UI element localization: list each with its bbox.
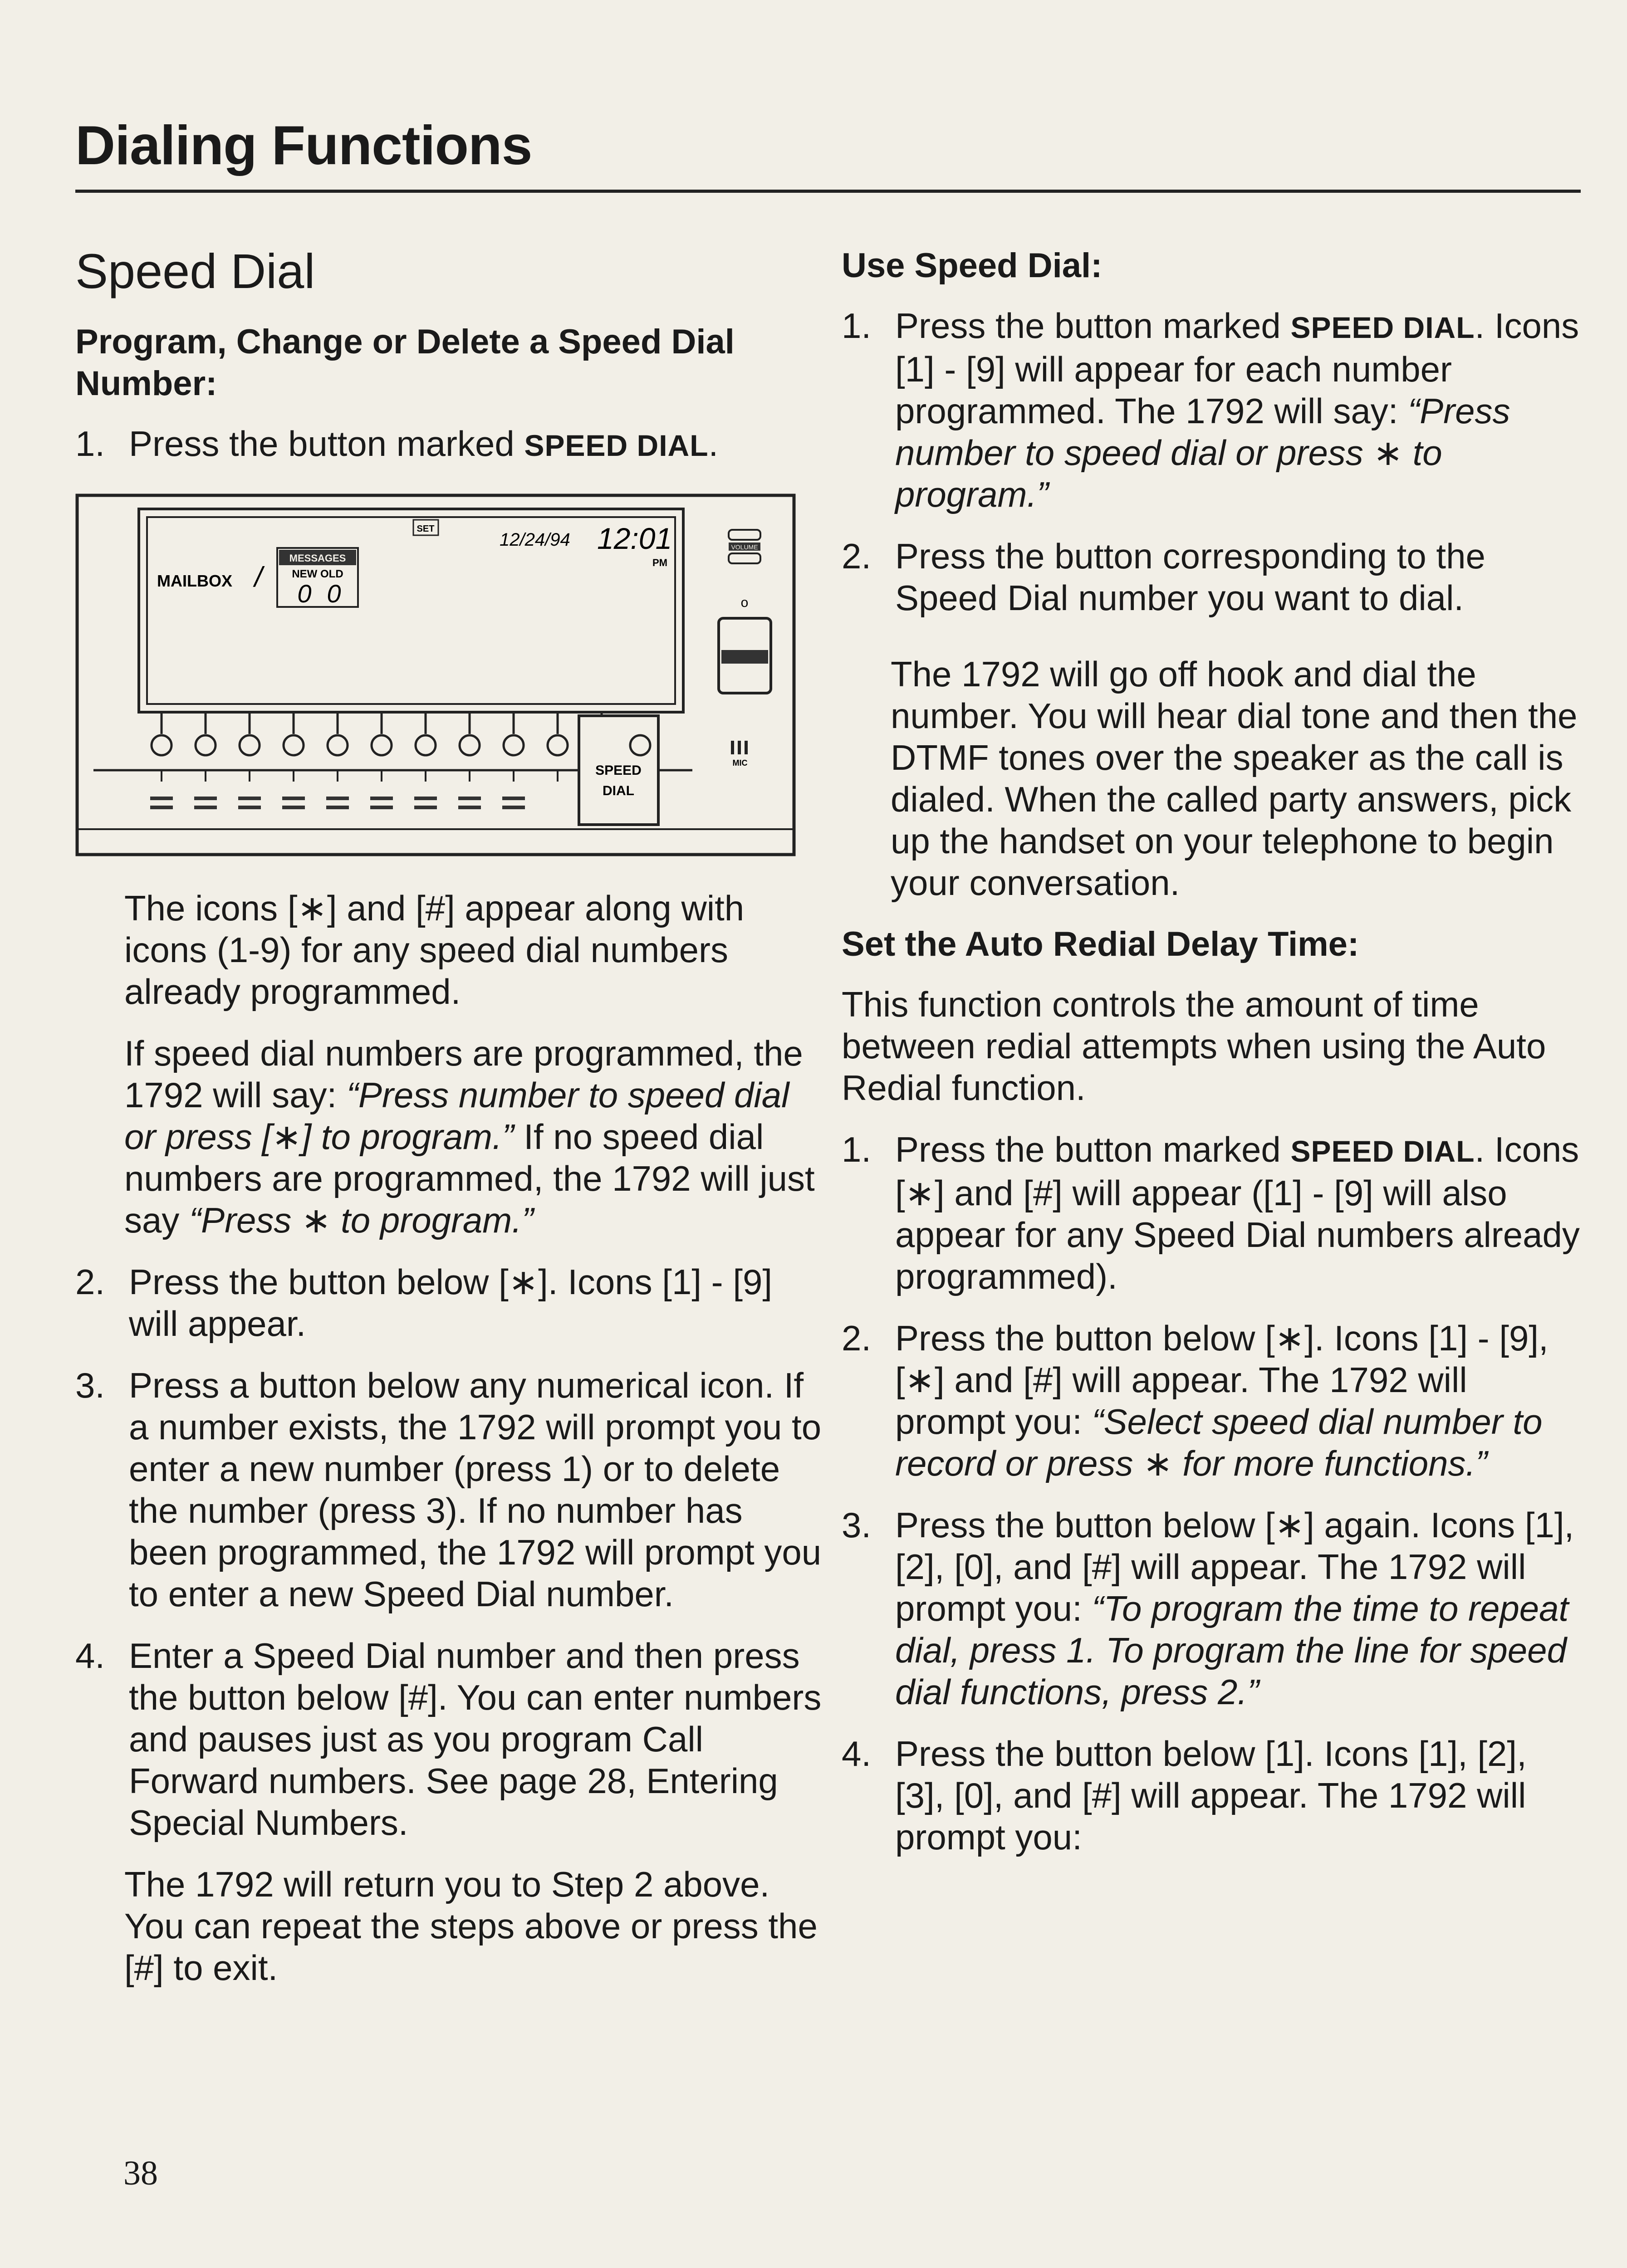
page-title: Dialing Functions	[75, 114, 532, 176]
step-text-end: . Icons [1] - [9] will appear for each number programmed. The 1792 will say:	[895, 306, 1579, 431]
step-text: Press the button marked	[129, 424, 524, 464]
voice-prompt-quote: “Press number to speed dial or press [∗] to program.”	[124, 1075, 789, 1157]
auto-redial-heading: Set the Auto Redial Delay Time:	[842, 925, 1359, 963]
speed-dial-button-name: SPEED DIAL	[1290, 311, 1475, 344]
auto-redial-paragraph: This function controls the amount of time between redial attempts when using the Auto Redial function.	[842, 984, 1546, 1108]
programmed-paragraph	[124, 1032, 824, 1241]
display-pm: PM	[652, 557, 667, 568]
display-messages: MESSAGES	[289, 552, 346, 564]
display-mailbox: MAILBOX	[157, 572, 232, 590]
step-number: 1.	[842, 306, 872, 346]
step-text: Press the button marked	[895, 1129, 1291, 1169]
return-paragraph: The 1792 will return you to Step 2 above. You can repeat the steps above or press the [#] to exit.	[124, 1864, 818, 1988]
step-number: 4.	[75, 1636, 105, 1676]
auto-step-1	[842, 1129, 1581, 1297]
voice-prompt-quote-2: “Press ∗ to program.”	[189, 1200, 534, 1240]
icons-paragraph: The icons [∗] and [#] appear along with icons (1-9) for any speed dial numbers already programmed.	[124, 888, 745, 1012]
key-labels	[150, 797, 525, 809]
step-text: Press the button below [∗]. Icons [1] - [9] will appear.	[129, 1262, 773, 1344]
display-digit-new: 0	[297, 579, 312, 608]
speed-dial-key-label-1: SPEED	[595, 763, 642, 778]
use-step-2	[842, 535, 1581, 619]
mic-label: MIC	[732, 758, 748, 767]
step-text-end: .	[708, 424, 719, 464]
auto-step-4	[842, 1733, 1581, 1858]
not-programmed-text: If no speed dial numbers are programmed, the 1792 will just say	[124, 1117, 815, 1240]
indicator-light: o	[740, 595, 749, 610]
page-number: 38	[123, 2154, 158, 2192]
volume-down-key	[729, 553, 760, 563]
program-step-1	[75, 423, 824, 466]
display-set: SET	[417, 524, 435, 534]
step-text-end: . Icons [∗] and [#] will appear ([1] - [9] will also appear for any Speed Dial numbers already programmed).	[895, 1129, 1580, 1296]
figure-frame	[77, 495, 794, 855]
softkey-row	[152, 712, 612, 755]
right-column	[842, 245, 1581, 1878]
display-new-old: NEW OLD	[292, 568, 343, 580]
label-strip-ticks	[162, 770, 558, 782]
program-step-4	[75, 1635, 824, 1843]
voice-prompt-quote: “Press number to speed dial or press ∗ to program.”	[895, 391, 1510, 514]
voice-prompt-quote: “Select speed dial number to record or press ∗ for more functions.”	[895, 1402, 1543, 1483]
left-column	[75, 243, 824, 2009]
step-text: Press a button below any numerical icon. If a number exists, the 1792 will prompt you to enter a new number (press 1) or to delete the number (press 3). If no number has been programmed, the 1792 will prompt you to enter a new Speed Dial number.	[129, 1365, 822, 1614]
speed-dial-button-name: SPEED DIAL	[524, 429, 709, 462]
display-digit-old: 0	[327, 579, 341, 608]
step-number: 4.	[842, 1734, 872, 1774]
step-number: 3.	[842, 1505, 872, 1545]
step-text: Press the button corresponding to the Speed Dial number you want to dial.	[895, 536, 1485, 618]
title-divider	[75, 190, 1581, 193]
step-text: Press the button marked	[895, 306, 1291, 346]
use-step-1	[842, 305, 1581, 515]
section-title: Speed Dial	[75, 244, 315, 298]
program-heading: Program, Change or Delete a Speed Dial Number:	[75, 323, 735, 403]
auto-step-2	[842, 1317, 1581, 1484]
voice-prompt-quote: “To program the time to repeat dial, press 1. To program the line for speed dial functions, press 2.”	[895, 1589, 1569, 1712]
auto-step-3	[842, 1504, 1581, 1713]
step-number: 1.	[75, 424, 105, 464]
program-step-2	[75, 1261, 824, 1344]
speed-dial-button-name: SPEED DIAL	[1290, 1134, 1475, 1168]
step-number: 3.	[75, 1365, 105, 1405]
step-number: 2.	[842, 1318, 872, 1358]
volume-label: VOLUME	[731, 543, 758, 551]
display-cursor: /	[255, 562, 263, 593]
phone-illustration	[75, 494, 796, 856]
step-number: 1.	[842, 1129, 872, 1169]
step-text: Press the button below [∗] again. Icons [1], [2], [0], and [#] will appear. The 1792 will prompt you:	[895, 1505, 1574, 1628]
step-text: Press the button below [∗]. Icons [1] - [9], [∗] and [#] will appear. The 1792 will prompt you:	[895, 1318, 1549, 1442]
side-key-band	[721, 650, 768, 664]
speed-dial-key-label-2: DIAL	[603, 783, 634, 798]
step-text: Enter a Speed Dial number and then press the button below [#]. You can enter numbers and pauses just as you program Call Forward numbers. See page 28, Entering Special Numbers.	[129, 1636, 822, 1843]
lcd-inner	[147, 517, 675, 704]
programmed-text: If speed dial numbers are programmed, the 1792 will say:	[124, 1033, 803, 1115]
step-text: Press the button below [1]. Icons [1], [2], [3], [0], and [#] will appear. The 1792 will prompt you:	[895, 1734, 1527, 1857]
display-time: 12:01	[597, 522, 672, 555]
display-date: 12/24/94	[500, 530, 570, 550]
use-speed-dial-heading: Use Speed Dial:	[842, 246, 1103, 285]
phone-display-figure	[75, 494, 796, 856]
volume-up-key	[729, 530, 760, 540]
off-hook-paragraph: The 1792 will go off hook and dial the number. You will hear dial tone and then the DTMF tones over the speaker as the call is dialed. When the called party answers, pick up the handset on your telephone to begin your conversation.	[891, 654, 1578, 903]
step-number: 2.	[842, 536, 872, 576]
mic-icon	[731, 741, 748, 754]
program-step-3	[75, 1364, 824, 1615]
step-number: 2.	[75, 1262, 105, 1302]
